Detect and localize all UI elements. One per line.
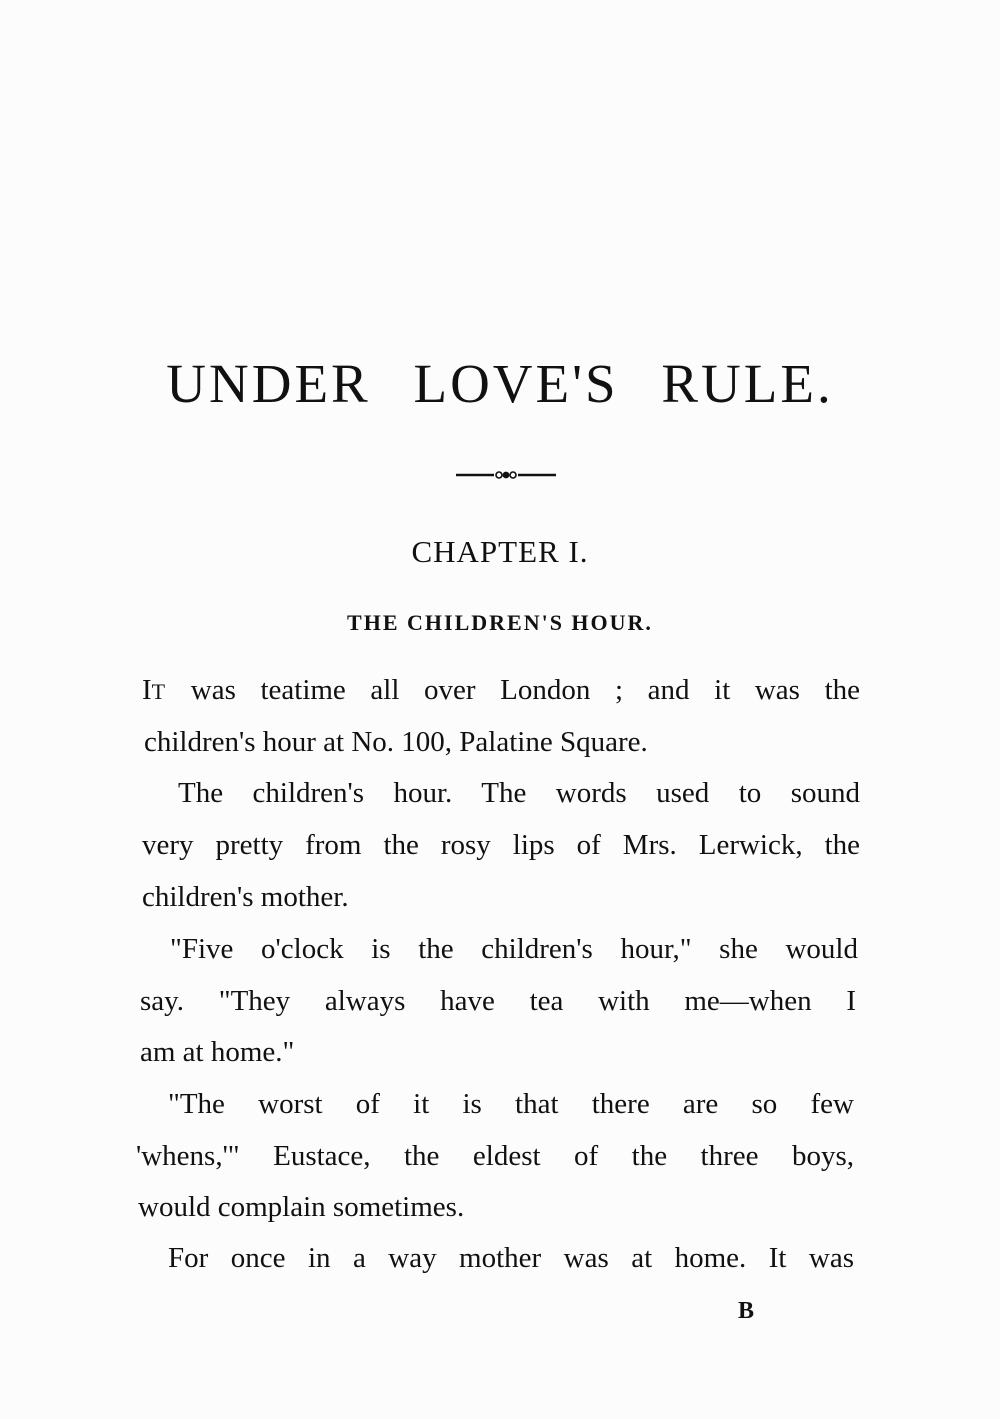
text-line: children's hour at No. 100, Palatine Square. [144, 726, 648, 758]
chapter-heading: CHAPTER I. [411, 534, 589, 569]
drop-cap: IT [142, 674, 167, 706]
text-line: children's mother. [142, 881, 349, 913]
text-line: For once in a way mother was at home. It was [168, 1242, 854, 1274]
text-line: IT was teatime all over London ; and it was the [142, 674, 861, 706]
text-line: 'whens,'" Eustace, the eldest of the three boys, [136, 1140, 854, 1172]
ornament-divider [456, 470, 556, 480]
chapter-title: THE CHILDREN'S HOUR. [347, 610, 653, 635]
text-line: The children's hour. The words used to sound [178, 777, 860, 809]
signature-mark: B [738, 1298, 755, 1324]
text-line: say. "They always have tea with me—when I [140, 985, 856, 1017]
text-line: "The worst of it is that there are so few [168, 1088, 854, 1120]
text-line: would complain sometimes. [138, 1191, 465, 1223]
text-line: very pretty from the rosy lips of Mrs. Lerwick, the [142, 829, 860, 861]
text-line: "Five o'clock is the children's hour," she would [170, 933, 858, 965]
text-line: am at home." [140, 1036, 295, 1068]
book-title: UNDER LOVE'S RULE. [166, 353, 834, 414]
